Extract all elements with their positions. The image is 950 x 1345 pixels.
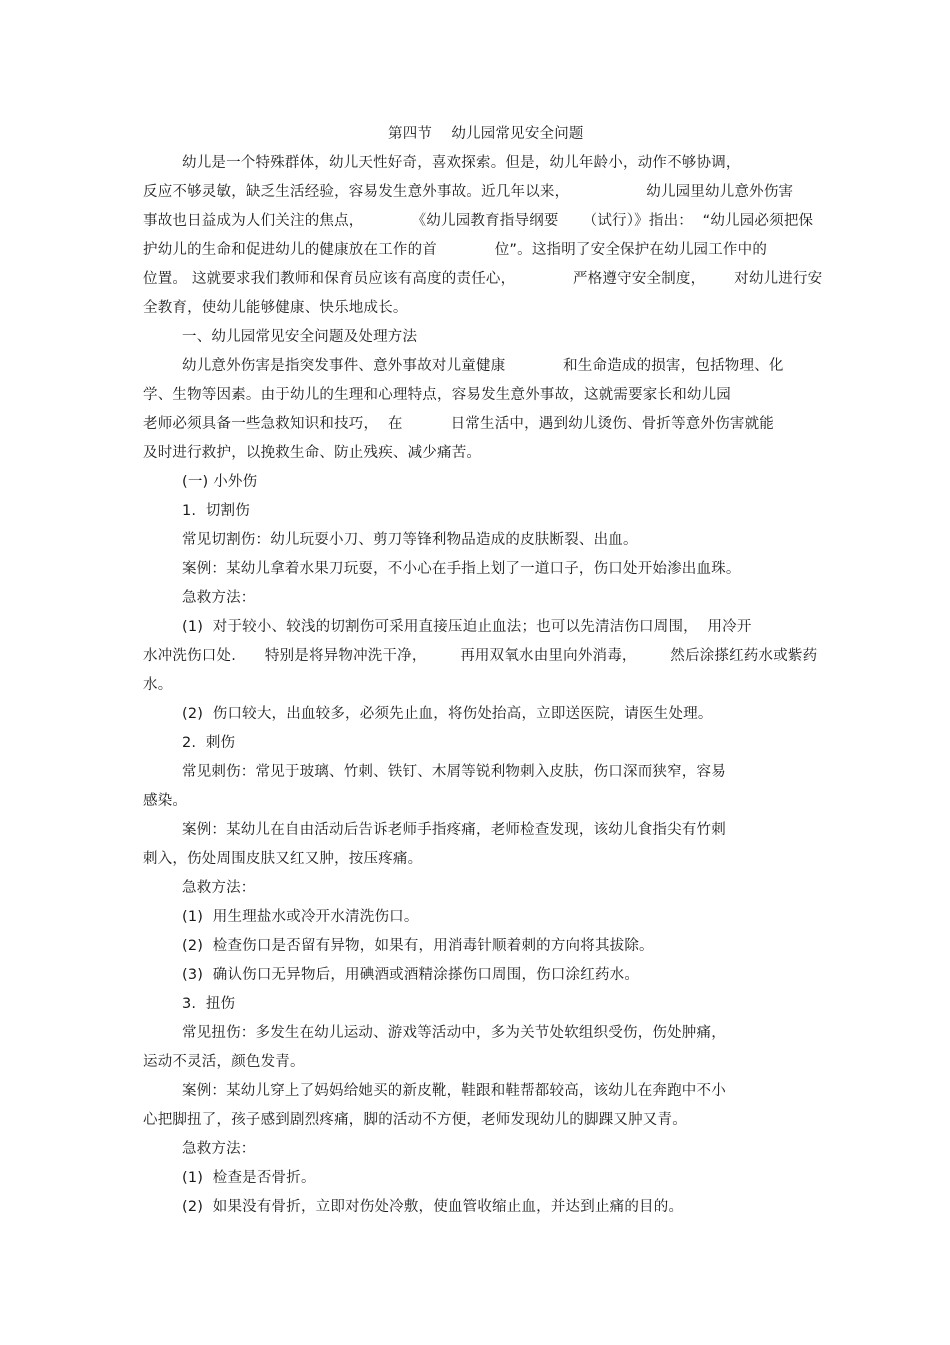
paragraph-line: (2) 伤口较大，出血较多，必须先止血，将伤处抬高，立即送医院，请医生处理。 [182, 706, 713, 722]
paragraph-line: 及时进行救护，以挽救生命、防止残疾、减少痛苦。 [143, 445, 482, 461]
item-heading: 3. 扭伤 [182, 996, 236, 1012]
subsection-heading: (一) 小外伤 [182, 474, 258, 490]
paragraph-line: 事故也日益成为人们关注的焦点， 《幼儿园教育指导纲要 （试行）》指出： “幼儿园必须把保 [143, 213, 814, 229]
paragraph-line: 案例：某幼儿穿上了妈妈给她买的新皮靴，鞋跟和鞋帮都较高，该幼儿在奔跑中不小 [182, 1083, 726, 1099]
paragraph-line: 幼儿意外伤害是指突发事件、意外事故对儿童健康 和生命造成的损害，包括物理、化 [182, 358, 784, 374]
paragraph-line: 幼儿是一个特殊群体，幼儿天性好奇，喜欢探索。但是，幼儿年龄小，动作不够协调， [182, 155, 741, 171]
paragraph-line: 急救方法： [182, 1141, 256, 1157]
paragraph-line: (2) 检查伤口是否留有异物，如果有，用消毒针顺着刺的方向将其拔除。 [182, 938, 654, 954]
paragraph-line: 案例：某幼儿拿着水果刀玩耍，不小心在手指上划了一道口子，伤口处开始渗出血珠。 [182, 561, 741, 577]
paragraph-line: (1) 用生理盐水或冷开水清洗伤口。 [182, 909, 419, 925]
paragraph-line: 学、生物等因素。由于幼儿的生理和心理特点，容易发生意外事故，这就需要家长和幼儿园 [143, 387, 731, 403]
paragraph-line: 心把脚扭了，孩子感到剧烈疼痛，脚的活动不方便，老师发现幼儿的脚踝又肿又青。 [143, 1112, 687, 1128]
section-title: 第四节 幼儿园常见安全问题 [388, 126, 584, 142]
paragraph-line: 位置。 这就要求我们教师和保育员应该有高度的责任心， 严格遵守安全制度， 对幼儿进行安 [143, 271, 823, 287]
paragraph-line: 急救方法： [182, 590, 256, 606]
paragraph-line: 水冲洗伤口处. 特别是将异物冲洗干净， 再用双氧水由里向外消毒， 然后涂搽红药水或紫药 [143, 648, 818, 664]
paragraph-line: 水。 [143, 677, 173, 693]
paragraph-line: (1) 对于较小、较浅的切割伤可采用直接压迫止血法；也可以先清洁伤口周围， 用冷开 [182, 619, 752, 635]
paragraph-line: 全教育，使幼儿能够健康、快乐地成长。 [143, 300, 408, 316]
paragraph-line: 案例：某幼儿在自由活动后告诉老师手指疼痛，老师检查发现，该幼儿食指尖有竹刺 [182, 822, 726, 838]
paragraph-line: 刺入，伤处周围皮肤又红又肿，按压疼痛。 [143, 851, 423, 867]
paragraph-line: 护幼儿的生命和促进幼儿的健康放在工作的首 位”。这指明了安全保护在幼儿园工作中的 [143, 242, 768, 258]
item-heading: 2. 刺伤 [182, 735, 236, 751]
paragraph-line: (2) 如果没有骨折，立即对伤处冷敷，使血管收缩止血，并达到止痛的目的。 [182, 1199, 684, 1215]
paragraph-line: 常见扭伤：多发生在幼儿运动、游戏等活动中，多为关节处软组织受伤，伤处肿痛， [182, 1025, 726, 1041]
paragraph-line: (1) 检查是否骨折。 [182, 1170, 316, 1186]
item-heading: 1. 切割伤 [182, 503, 250, 519]
paragraph-line: 急救方法： [182, 880, 256, 896]
paragraph-line: 常见切割伤：幼儿玩耍小刀、剪刀等锋利物品造成的皮肤断裂、出血。 [182, 532, 638, 548]
paragraph-line: 老师必须具备一些急救知识和技巧， 在 日常生活中，遇到幼儿烫伤、骨折等意外伤害就能 [143, 416, 775, 432]
paragraph-line: 感染。 [143, 793, 188, 809]
paragraph-line: 运动不灵活，颜色发青。 [143, 1054, 305, 1070]
paragraph-line: 反应不够灵敏，缺乏生活经验，容易发生意外事故。近几年以来， 幼儿园里幼儿意外伤害 [143, 184, 794, 200]
paragraph-line: 常见刺伤：常见于玻璃、竹刺、铁钉、木屑等锐利物刺入皮肤，伤口深而狭窄，容易 [182, 764, 726, 780]
paragraph-line: (3) 确认伤口无异物后，用碘酒或酒精涂搽伤口周围，伤口涂红药水。 [182, 967, 640, 983]
section-heading: 一、幼儿园常见安全问题及处理方法 [182, 329, 418, 345]
